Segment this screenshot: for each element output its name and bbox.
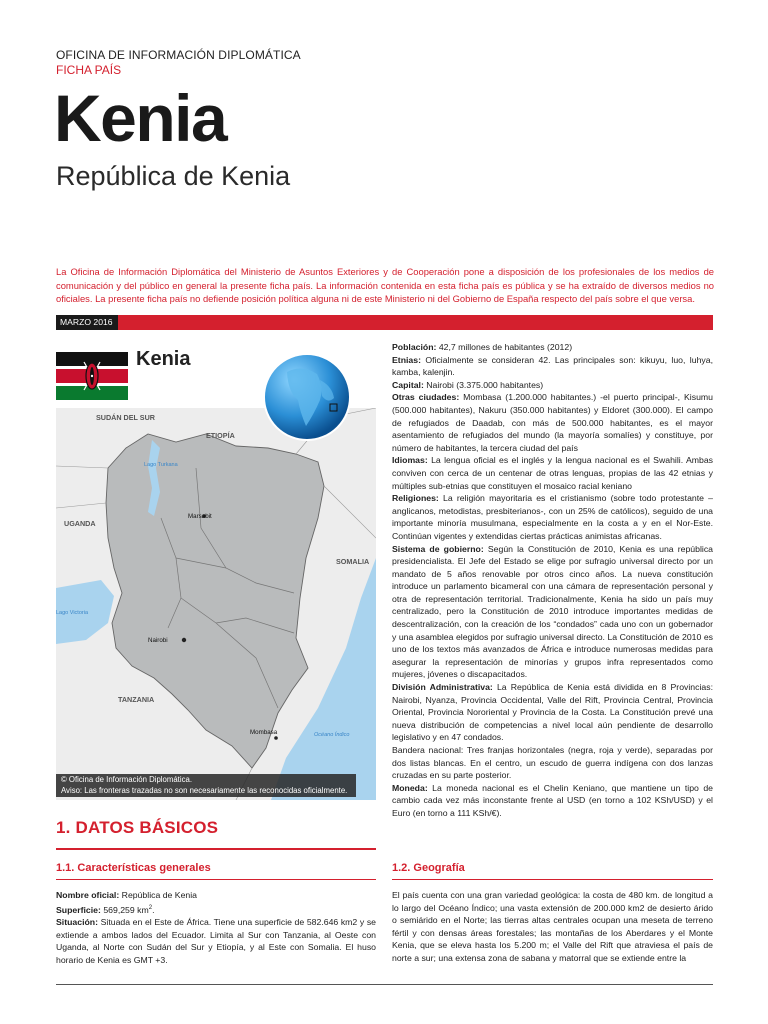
intro-paragraph: La Oficina de Información Diplomática del Ministerio de Asuntos Exteriores y de Cooperación pone a disposición de los profesionales de los medios de comunicación y del público en general la presente ficha país. La información contenida en esta ficha país es pública y se ha extraído de diversos medios no oficiales. La presente ficha país no defiende posición política alguna ni de este Ministerio ni del Gobierno de España respecto del país sobre el que versa.	[56, 266, 714, 305]
fact-item: División Administrativa: La República de Kenia está dividida en 8 Provincias: Nairobi, Nyanza, Provincia Occidental, Valle del Rift, Provincia Central, Provincia Oriental, Provincia Nororiental y Provincia de la Costa. La Constitución prevé una nueva distribución de competencias a nivel local aún pendiente de desarrollo legislativo y en 47 condados.	[392, 682, 713, 743]
map-label-sudan: SUDÁN DEL SUR	[96, 413, 155, 422]
fact-item: Capital: Nairobi (3.375.000 habitantes)	[392, 379, 544, 390]
map-panel	[56, 338, 376, 800]
map-caption	[56, 774, 356, 797]
map-label-uganda: UGANDA	[64, 519, 96, 528]
kenya-flag	[56, 352, 128, 400]
fact-item: Bandera nacional: Tres franjas horizontales (negra, roja y verde), separadas por dos listas blancas. En el centro, un escudo de guerra indígena con dos lanzas cruzadas en su parte posterior.	[392, 745, 713, 781]
map-label-marsabit: Marsabit	[188, 513, 212, 520]
map-label-ethiopia: ETIOPÍA	[206, 431, 235, 440]
basic-facts	[392, 341, 713, 820]
map-caption-line1: © Oficina de Información Diplomática.	[61, 775, 192, 784]
office-name: OFICINA DE INFORMACIÓN DIPLOMÁTICA	[56, 48, 301, 62]
subsection-heading-geography: 1.2. Geografía	[392, 862, 465, 874]
fact-item: Idiomas: La lengua oficial es el inglés y la lengua nacional es el Swahili. Ambas conviven con cerca de un centenar de otras lenguas, propias de las 42 etnias y múltiples sub-etnias que constituyen el mosaico racial keniano	[392, 455, 713, 491]
fact-item: Sistema de gobierno: Según la Constitución de 2010, Kenia es una república presidencialista. El Jefe del Estado se elige por sufragio universal directo por un mandato de 5 años renovable por otros cinco años. La nueva constitución introduce un parlamento bicameral con una cámara de representación personal y otra de representación territorial. Tradicionalmente, Kenia ha sido un país muy centralizado, pero la Constitución de 2010 introduce importantes medidas de descentralización, con la creación de los “condados” cada uno con un gobernador y una asamblea elegidos por sufragio universal directo. La Constitución de 2010 es uno de los textos más avanzados de África e introduce numerosas medidas para asegurar la representación de minorías y grupos infra representados como mujeres, jóvenes o discapacitados.	[392, 543, 713, 680]
kenya-map	[56, 408, 376, 800]
page-title: Kenia	[54, 81, 227, 155]
globe-icon	[262, 352, 352, 442]
general-characteristics	[56, 889, 376, 966]
divider	[56, 848, 376, 850]
fact-item: Situación: Situada en el Este de África. Tiene una superficie de 582.646 km2 y se extiende a ambos lados del Ecuador. Limita al Sur con Tanzania, al Oeste con Uganda, al Norte con Sudán del Sur y Etiopía, y al Este con Somalia. El huso horario de Kenia es GMT +3.	[56, 917, 376, 965]
section-heading: 1. DATOS BÁSICOS	[56, 818, 219, 837]
subsection-heading-general: 1.1. Características generales	[56, 862, 211, 874]
fact-item: Superficie: 569,259 $km^2$.	[56, 904, 155, 915]
ficha-label: FICHA PAÍS	[56, 63, 122, 77]
map-label-lake-turkana: Lago Turkana	[144, 462, 178, 468]
map-label-nairobi: Nairobi	[148, 637, 168, 644]
map-label-lake-victoria: Lago Victoria	[56, 610, 89, 616]
fact-item: Nombre oficial: República de Kenia	[56, 890, 198, 900]
fact-item: Moneda: La moneda nacional es el Chelin Keniano, que mantiene un tipo de cambio cada vez más inconstante frente al USD (en torno a 102 KSh/USD) y el Euro (en torno a 111 KSh/€).	[392, 782, 713, 818]
fact-item: Otras ciudades: Mombasa (1.200.000 habitantes.) -el puerto principal-, Kisumu (500.000 habitantes), Nakuru (350.000 habitantes) y Eldoret (300.000). El campo de refugiados de Daadab, con más de 500.000 habitantes, es el mayor asentamiento de refugiados del mundo (la mayoría somalíes) y constituye, por número de habitantes, la tercera ciudad del país	[392, 392, 713, 453]
geography-text: El país cuenta con una gran variedad geológica: la costa de 480 km. de longitud a lo largo del Océano Índico; una vasta extensión de 200.000 km2 de desierto árido o semiárido en el Norte; las tierras altas centrales ocupan una meseta de terreno fértil y con densas áreas forestales; las montañas de los Aberdares y el Monte Kenia, que se eleva hasta los 5.200 m; el Valle del Rift que atraviesa el país de norte a sur; una extensa zona de sabana y matorral que se extiende entre la	[392, 890, 713, 963]
fact-item: Etnias: Oficialmente se consideran 42. Las principales son: kikuyu, luo, luhya, kamba, kalenjin.	[392, 354, 713, 378]
official-name: República de Kenia	[56, 161, 291, 191]
divider	[392, 879, 713, 880]
fact-item: Población: 42,7 millones de habitantes (2012)	[392, 342, 573, 352]
map-label-ocean: Océano Índico	[314, 732, 350, 738]
fact-item: Religiones: La religión mayoritaria es el cristianismo (sobre todo protestante – anglicanos, metodistas, presbiterianos-, con un 25% de católicos), seguido de una importante minoría musulmana, especialmente en la costa a y en el Nor-Este. Continúan vigentes y extendidas ciertas prácticas animistas africanas.	[392, 493, 713, 541]
map-title: Kenia	[136, 348, 191, 370]
date-label: MARZO 2016	[56, 315, 118, 330]
map-label-tanzania: TANZANIA	[118, 695, 155, 704]
map-label-mombasa: Mombasa	[250, 729, 278, 736]
footer-rule	[56, 984, 713, 985]
map-label-somalia: SOMALIA	[336, 557, 370, 566]
map-caption-line2: Aviso: Las fronteras trazadas no son necesariamente las reconocidas oficialmente.	[61, 785, 348, 795]
date-bar	[56, 315, 713, 330]
divider	[56, 879, 376, 880]
